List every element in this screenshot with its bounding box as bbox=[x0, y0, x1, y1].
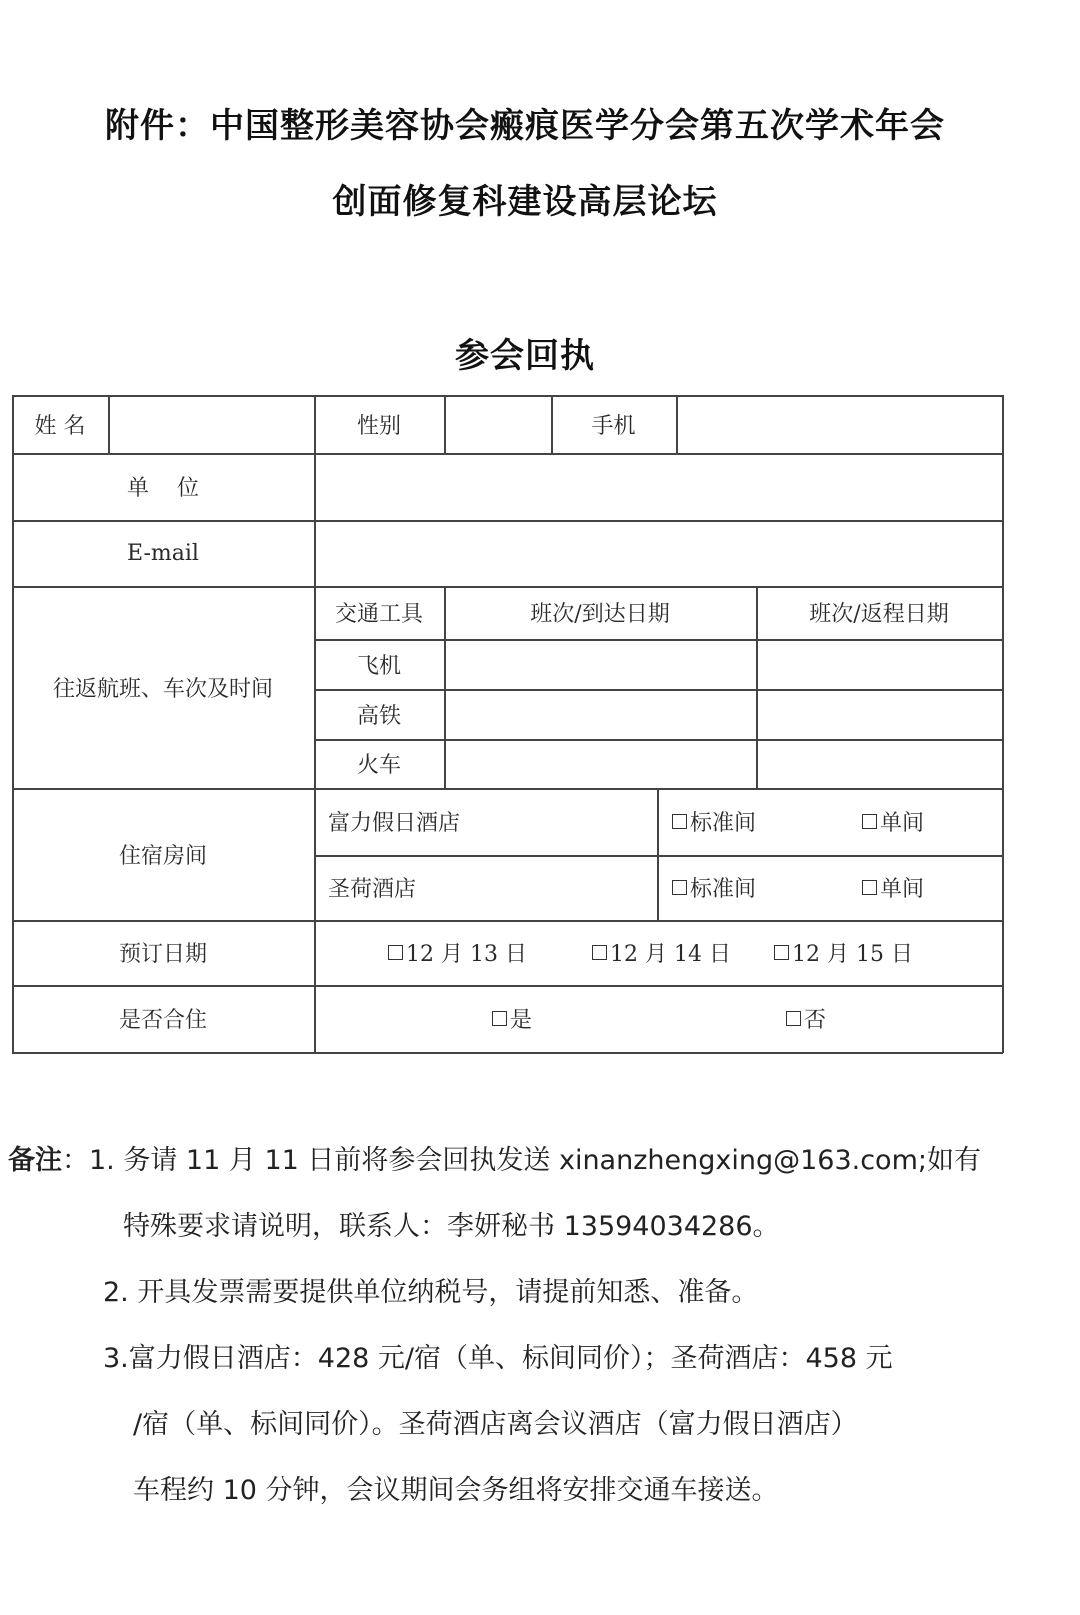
note-line-2: 2. 开具发票需要提供单位纳税号，请提前知悉、准备。 bbox=[103, 1277, 759, 1308]
notes-section bbox=[8, 1128, 1068, 1524]
fuli-standard-room-option[interactable] bbox=[672, 788, 812, 855]
unit-label: 单 位 bbox=[127, 476, 199, 501]
hotel-name-shenghe: 圣荷酒店 bbox=[328, 877, 417, 902]
fuli-single-room-option[interactable] bbox=[862, 788, 992, 855]
rail-return-field[interactable] bbox=[756, 689, 1002, 739]
transport-header: 交通工具 bbox=[334, 602, 423, 627]
rail-arrival-field[interactable] bbox=[444, 689, 756, 739]
document-title-line-2: 创面修复科建设高层论坛 bbox=[332, 182, 718, 222]
email-field[interactable] bbox=[314, 520, 1002, 586]
name-label: 姓 名 bbox=[34, 413, 86, 439]
note-line-3-continued-2: 车程约 10 分钟，会议期间会务组将安排交通车接送。 bbox=[133, 1475, 779, 1506]
booking-date-option-14[interactable] bbox=[592, 920, 752, 985]
option-label: 单间 bbox=[880, 877, 925, 902]
checkbox-icon[interactable] bbox=[592, 945, 607, 960]
hotel-name-fuli: 富力假日酒店 bbox=[328, 811, 461, 836]
transport-train: 火车 bbox=[356, 753, 401, 778]
booking-date-option-15[interactable] bbox=[774, 920, 934, 985]
email-label: E-mail bbox=[127, 540, 199, 566]
note-text: ：1. 务请 11 月 11 日前将参会回执发送 xinanzhengxing@163.com;如有 bbox=[62, 1145, 981, 1176]
gender-field[interactable] bbox=[444, 395, 551, 453]
share-room-label: 是否合住 bbox=[118, 1008, 207, 1033]
share-room-no-option[interactable] bbox=[786, 985, 866, 1052]
option-label: 否 bbox=[804, 1008, 827, 1033]
booking-date-option-13[interactable] bbox=[388, 920, 548, 985]
unit-field[interactable] bbox=[314, 453, 1002, 520]
name-field[interactable] bbox=[108, 395, 314, 453]
checkbox-icon[interactable] bbox=[862, 814, 877, 829]
checkbox-icon[interactable] bbox=[862, 880, 877, 895]
transport-highspeed-rail: 高铁 bbox=[356, 703, 401, 729]
checkbox-icon[interactable] bbox=[774, 945, 789, 960]
option-label: 标准间 bbox=[690, 877, 757, 902]
form-title: 参会回执 bbox=[455, 336, 595, 376]
option-label: 单间 bbox=[880, 811, 925, 836]
phone-label: 手机 bbox=[591, 413, 636, 439]
arrival-header: 班次/到达日期 bbox=[530, 602, 670, 627]
shenghe-single-room-option[interactable] bbox=[862, 855, 992, 920]
note-line-1-continued: 特殊要求请说明，联系人：李妍秘书 13594034286。 bbox=[123, 1211, 780, 1242]
note-line-3: 3.富力假日酒店：428 元/宿（单、标间同价）；圣荷酒店：458 元 bbox=[103, 1343, 893, 1374]
plane-return-field[interactable] bbox=[756, 639, 1002, 689]
checkbox-icon[interactable] bbox=[388, 945, 403, 960]
note-line-1 bbox=[8, 1128, 1068, 1194]
option-label: 12 月 13 日 bbox=[406, 942, 527, 967]
phone-field[interactable] bbox=[676, 395, 1002, 453]
train-return-field[interactable] bbox=[756, 739, 1002, 788]
share-room-yes-option[interactable] bbox=[492, 985, 572, 1052]
lodging-label: 住宿房间 bbox=[118, 843, 207, 869]
option-label: 是 bbox=[510, 1008, 533, 1033]
checkbox-icon[interactable] bbox=[492, 1011, 507, 1026]
notes-label: 备注 bbox=[8, 1145, 62, 1176]
checkbox-icon[interactable] bbox=[786, 1011, 801, 1026]
document-title-line-1: 附件：中国整形美容协会瘢痕医学分会第五次学术年会 bbox=[105, 106, 945, 146]
option-label: 12 月 15 日 bbox=[792, 942, 913, 967]
plane-arrival-field[interactable] bbox=[444, 639, 756, 689]
travel-label: 往返航班、车次及时间 bbox=[52, 676, 273, 702]
checkbox-icon[interactable] bbox=[672, 814, 687, 829]
checkbox-icon[interactable] bbox=[672, 880, 687, 895]
note-line-3-continued: /宿（单、标间同价）。圣荷酒店离会议酒店（富力假日酒店） bbox=[133, 1409, 858, 1440]
shenghe-standard-room-option[interactable] bbox=[672, 855, 812, 920]
gender-label: 性别 bbox=[356, 413, 401, 439]
transport-plane: 飞机 bbox=[356, 653, 401, 679]
option-label: 标准间 bbox=[690, 811, 757, 836]
train-arrival-field[interactable] bbox=[444, 739, 756, 788]
return-header: 班次/返程日期 bbox=[809, 602, 949, 627]
booking-date-label: 预订日期 bbox=[118, 942, 207, 967]
option-label: 12 月 14 日 bbox=[610, 942, 731, 967]
